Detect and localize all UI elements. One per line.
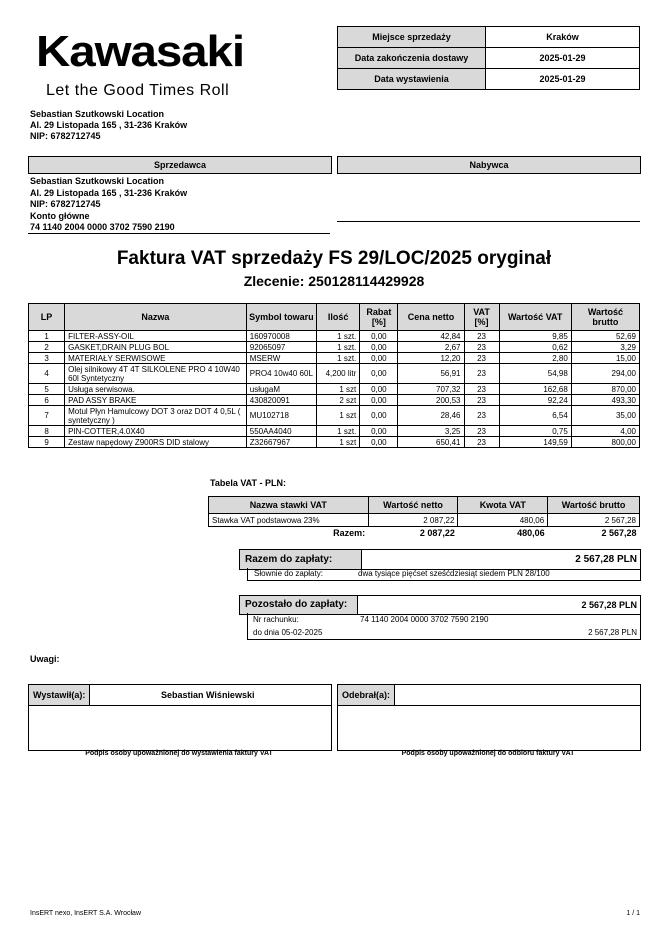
item-net-price: 28,46 — [398, 406, 464, 426]
item-gross-value: 3,29 — [571, 342, 639, 353]
item-symbol: usługaM — [246, 384, 316, 395]
item-qty: 1 szt. — [316, 353, 359, 364]
item-name: Usługa serwisowa. — [65, 384, 247, 395]
item-vat-value: 2,80 — [499, 353, 571, 364]
item-vat-value: 162,68 — [499, 384, 571, 395]
total-value: 2 567,28 PLN — [575, 554, 637, 565]
item-discount: 0,00 — [360, 395, 398, 406]
item-name: Motul Płyn Hamulcowy DOT 3 oraz DOT 4 0,5L ( syntetyczny ) — [65, 406, 247, 426]
seller-line: Al. 29 Listopada 165 , 31-236 Kraków — [30, 187, 188, 198]
issuer-label: Wystawił(a): — [29, 685, 90, 705]
seller-divider — [28, 233, 330, 234]
item-lp: 6 — [29, 395, 65, 406]
item-discount: 0,00 — [360, 364, 398, 384]
meta-row — [338, 48, 640, 69]
table-row — [29, 426, 640, 437]
item-lp: 4 — [29, 364, 65, 384]
column-header: VAT [%] — [464, 304, 499, 331]
words-value: dwa tysiące pięćset sześćdziesiąt siedem PLN 28/100 — [358, 569, 550, 578]
item-symbol: MSERW — [246, 353, 316, 364]
item-symbol: Z32667967 — [246, 437, 316, 448]
item-lp: 5 — [29, 384, 65, 395]
item-qty: 1 szt — [316, 437, 359, 448]
invoice-meta-table — [337, 26, 640, 90]
account-value: 74 1140 2004 0000 3702 7590 2190 — [360, 615, 489, 624]
vat-sum-gross: 2 567,28 — [601, 528, 637, 538]
brand-tagline: Let the Good Times Roll — [46, 82, 230, 99]
item-lp: 2 — [29, 342, 65, 353]
vat-sum-amount: 480,06 — [517, 528, 545, 538]
meta-label: Miejsce sprzedaży — [338, 27, 486, 48]
vat-table — [208, 496, 640, 539]
issuer-signature-header — [29, 685, 331, 706]
item-vat-rate: 23 — [464, 406, 499, 426]
item-qty: 1 szt — [316, 406, 359, 426]
item-vat-rate: 23 — [464, 342, 499, 353]
receiver-signature-header — [338, 685, 640, 706]
item-net-price: 200,53 — [398, 395, 464, 406]
item-discount: 0,00 — [360, 342, 398, 353]
meta-row — [338, 69, 640, 90]
column-header: Nazwa — [65, 304, 247, 331]
seller-line: 74 1140 2004 0000 3702 7590 2190 — [30, 222, 175, 232]
table-row — [29, 331, 640, 342]
item-lp: 7 — [29, 406, 65, 426]
words-label: Słownie do zapłaty: — [254, 569, 323, 578]
vat-column-header: Nazwa stawki VAT — [209, 497, 369, 514]
item-discount: 0,00 — [360, 353, 398, 364]
item-net-price: 42,84 — [398, 331, 464, 342]
item-vat-rate: 23 — [464, 353, 499, 364]
vat-sum-row — [209, 527, 640, 540]
table-row — [29, 395, 640, 406]
account-label: Nr rachunku: — [253, 615, 299, 624]
column-header: Rabat [%] — [360, 304, 398, 331]
meta-value: Kraków — [486, 27, 640, 48]
item-name: Zestaw napędowy Z900RS DID stalowy — [65, 437, 247, 448]
item-vat-rate: 23 — [464, 426, 499, 437]
item-qty: 4,200 litr — [316, 364, 359, 384]
item-net-price: 650,41 — [398, 437, 464, 448]
item-vat-value: 0,62 — [499, 342, 571, 353]
due-date: do dnia 05-02-2025 — [253, 628, 323, 637]
item-gross-value: 4,00 — [571, 426, 639, 437]
seller-line: Konto główne — [30, 210, 90, 221]
meta-value: 2025-01-29 — [486, 69, 640, 90]
item-lp: 3 — [29, 353, 65, 364]
bank-details — [247, 613, 641, 640]
order-number: Zlecenie: 250128114429928 — [243, 273, 425, 289]
vat-sum-net: 2 087,22 — [419, 528, 455, 538]
due-amount: 2 567,28 PLN — [588, 628, 637, 637]
item-symbol: 160970008 — [246, 331, 316, 342]
item-gross-value: 294,00 — [571, 364, 639, 384]
item-lp: 1 — [29, 331, 65, 342]
amount-in-words — [247, 568, 641, 581]
column-header: Ilość — [316, 304, 359, 331]
invoice-title: Faktura VAT sprzedaży FS 29/LOC/2025 oryginał — [116, 248, 552, 269]
remaining-label: Pozostało do zapłaty: — [240, 596, 358, 614]
seller-line: NIP: 6782712745 — [30, 199, 101, 209]
receiver-label: Odebrał(a): — [338, 685, 395, 705]
item-discount: 0,00 — [360, 426, 398, 437]
seller-header: Sprzedawca — [28, 156, 332, 174]
table-row — [29, 437, 640, 448]
receiver-signature-caption: Podpis osoby upoważnionej do odbioru faktury VAT — [401, 750, 575, 757]
remaining-value: 2 567,28 PLN — [581, 600, 637, 610]
item-qty: 1 szt — [316, 384, 359, 395]
vat-rate-name: Stawka VAT podstawowa 23% — [209, 514, 369, 527]
table-row — [29, 342, 640, 353]
item-name: FILTER-ASSY-OIL — [65, 331, 247, 342]
vat-row — [209, 514, 640, 527]
issuer-name: Sebastian Wiśniewski — [161, 690, 255, 700]
item-symbol: 550AA4040 — [246, 426, 316, 437]
location-line: Al. 29 Listopada 165 , 31-236 Kraków — [30, 120, 188, 130]
item-vat-value: 0,75 — [499, 426, 571, 437]
item-name: Olej silnikowy 4T 4T SILKOLENE PRO 4 10W40 60l Syntetyczny — [65, 364, 247, 384]
item-name: MATERIAŁY SERWISOWE — [65, 353, 247, 364]
item-vat-rate: 23 — [464, 395, 499, 406]
column-header: Symbol towaru — [246, 304, 316, 331]
vat-header-row — [209, 497, 640, 514]
item-name: PAD ASSY BRAKE — [65, 395, 247, 406]
item-vat-value: 6,54 — [499, 406, 571, 426]
item-vat-value: 149,59 — [499, 437, 571, 448]
vat-sum-label: Razem: — [333, 528, 366, 538]
item-net-price: 707,32 — [398, 384, 464, 395]
issuer-signature-box — [28, 684, 332, 751]
item-symbol: 430820091 — [246, 395, 316, 406]
total-label: Razem do zapłaty: — [240, 550, 362, 569]
vat-column-header: Kwota VAT — [458, 497, 548, 514]
total-box — [239, 549, 641, 570]
location-line: Sebastian Szutkowski Location — [30, 109, 165, 119]
item-discount: 0,00 — [360, 384, 398, 395]
item-vat-value: 92,24 — [499, 395, 571, 406]
item-name: PIN-COTTER,4.0X40 — [65, 426, 247, 437]
item-vat-rate: 23 — [464, 437, 499, 448]
page-number: 1 / 1 — [626, 910, 640, 917]
brand-logo: Kawasaki — [36, 27, 244, 76]
table-row — [29, 406, 640, 426]
meta-label: Data wystawienia — [338, 69, 486, 90]
column-header: LP — [29, 304, 65, 331]
item-name: GASKET,DRAIN PLUG BOL — [65, 342, 247, 353]
item-lp: 8 — [29, 426, 65, 437]
item-vat-rate: 23 — [464, 364, 499, 384]
footer-software: InsERT nexo, InsERT S.A. Wrocław — [30, 910, 142, 917]
table-row — [29, 384, 640, 395]
item-gross-value: 870,00 — [571, 384, 639, 395]
buyer-header: Nabywca — [337, 156, 641, 174]
remaining-box — [239, 595, 641, 615]
vat-amount: 480,06 — [458, 514, 548, 527]
location-line: NIP: 6782712745 — [30, 131, 101, 141]
item-gross-value: 52,69 — [571, 331, 639, 342]
column-header: Wartość VAT — [499, 304, 571, 331]
buyer-divider — [337, 221, 640, 222]
item-vat-rate: 23 — [464, 384, 499, 395]
meta-label: Data zakończenia dostawy — [338, 48, 486, 69]
item-vat-value: 9,85 — [499, 331, 571, 342]
item-net-price: 12,20 — [398, 353, 464, 364]
vat-net: 2 087,22 — [368, 514, 458, 527]
item-discount: 0,00 — [360, 437, 398, 448]
receiver-signature-box — [337, 684, 641, 751]
item-qty: 1 szt. — [316, 342, 359, 353]
item-gross-value: 800,00 — [571, 437, 639, 448]
item-symbol: MU102718 — [246, 406, 316, 426]
item-vat-value: 54,98 — [499, 364, 571, 384]
item-qty: 2 szt — [316, 395, 359, 406]
item-discount: 0,00 — [360, 331, 398, 342]
item-gross-value: 15,00 — [571, 353, 639, 364]
item-lp: 9 — [29, 437, 65, 448]
item-symbol: PRO4 10w40 60L — [246, 364, 316, 384]
item-symbol: 92065097 — [246, 342, 316, 353]
item-discount: 0,00 — [360, 406, 398, 426]
table-row — [29, 353, 640, 364]
item-qty: 1 szt. — [316, 426, 359, 437]
location-block — [30, 109, 187, 142]
vat-table-caption: Tabela VAT - PLN: — [210, 478, 287, 488]
seller-line: Sebastian Szutkowski Location — [30, 176, 165, 186]
meta-row — [338, 27, 640, 48]
column-header: Wartość brutto — [571, 304, 639, 331]
vat-column-header: Wartość brutto — [548, 497, 640, 514]
items-table — [28, 303, 640, 448]
item-net-price: 56,91 — [398, 364, 464, 384]
table-row — [29, 364, 640, 384]
vat-gross: 2 567,28 — [548, 514, 640, 527]
notes-label: Uwagi: — [30, 654, 60, 664]
meta-value: 2025-01-29 — [486, 48, 640, 69]
item-net-price: 3,25 — [398, 426, 464, 437]
seller-block — [30, 176, 187, 234]
column-header: Cena netto — [398, 304, 464, 331]
item-gross-value: 493,30 — [571, 395, 639, 406]
item-gross-value: 35,00 — [571, 406, 639, 426]
items-header-row — [29, 304, 640, 331]
issuer-signature-caption: Podpis osoby upoważnionej do wystawienia faktury VAT — [85, 750, 273, 757]
vat-column-header: Wartość netto — [368, 497, 458, 514]
item-qty: 1 szt. — [316, 331, 359, 342]
item-vat-rate: 23 — [464, 331, 499, 342]
item-net-price: 2,67 — [398, 342, 464, 353]
